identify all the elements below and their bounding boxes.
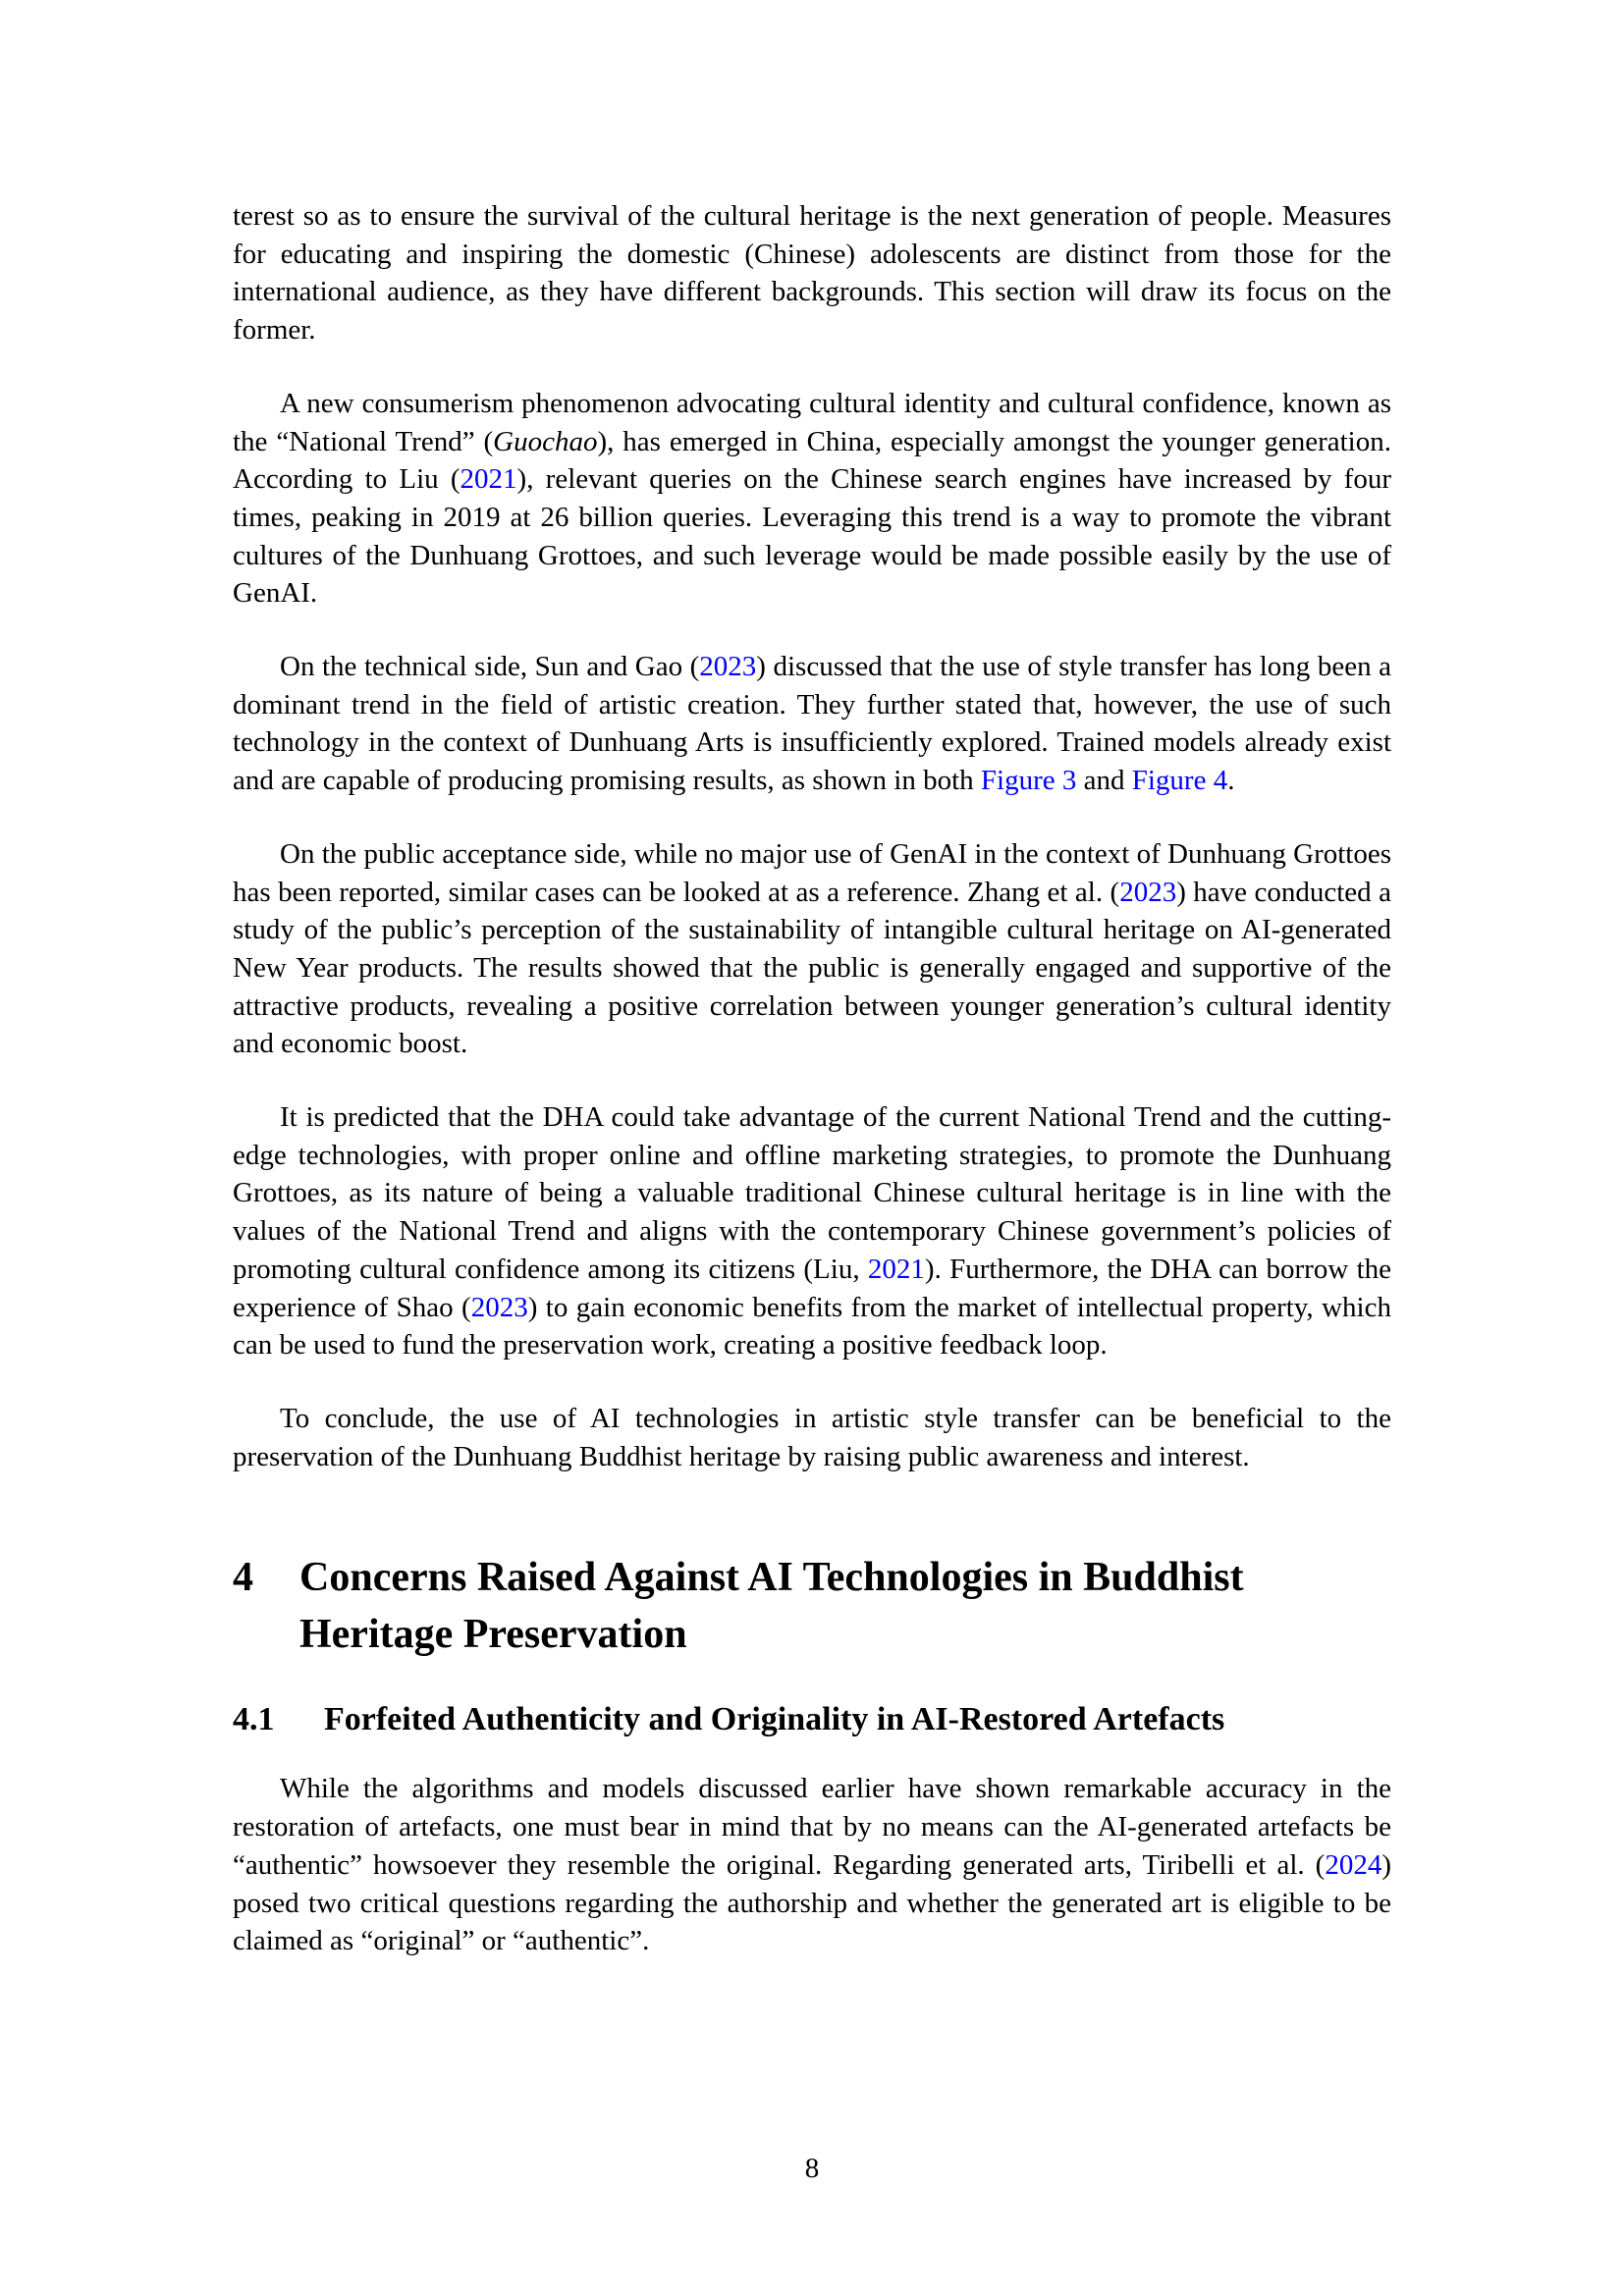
citation-link[interactable]: 2023 [699,651,757,683]
text-run: On the technical side, Sun and Gao ( [280,651,700,683]
text-run: and [1076,765,1132,797]
paragraph [233,648,1391,800]
citation-link[interactable]: 2021 [460,463,517,496]
text-run: ) have conducted a study of the public’s perception of the sustainability of intangible cultural heritage on AI-generated New Year products. The results showed that the public is generally engaged and supportive of the attractive products, revealing a positive correlation between younger generation’s cultural identity and economic boost. [233,876,1391,1060]
text-run: . [1227,765,1235,797]
paragraph [233,1400,1391,1475]
section-title: Concerns Raised Against AI Technologies in Buddhist Heritage Preservation [299,1555,1244,1658]
citation-link[interactable]: Figure 3 [980,765,1077,797]
text-run: While the algorithms and models discussed earlier have shown remarkable accuracy in the restoration of artefacts, one must bear in mind that by no means can the AI-generated artefacts be “authentic” howsoever they resemble the original. Regarding generated arts, Tiribelli et al. ( [233,1773,1391,1881]
text-run: ) posed two critical questions regarding the authorship and whether the generated art is eligible to be claimed as “original” or “authentic”. [233,1848,1391,1957]
citation-link[interactable]: 2023 [470,1291,528,1323]
text-run: ), has emerged in China, especially amongst the younger generation. According to Liu ( [233,425,1391,496]
text-run: ), relevant queries on the Chinese search engines have increased by four times, peaking in 2019 at 26 billion queries. Leveraging this trend is a way to promote the vibrant cultures of the Dunhuang Grottoes, and such leverage would be made possible easily by the use of GenAI. [233,463,1391,610]
text-run: ) to gain economic benefits from the market of intellectual property, which can be used to fund the preservation work, creating a positive feedback loop. [233,1291,1391,1362]
text-run: It is predicted that the DHA could take advantage of the current National Trend and the cutting-edge technologies, with proper online and offline marketing strategies, to promote the Dunhuang Grottoes, as its nature of being a valuable traditional Chinese cultural heritage is in line with the values of the National Trend and aligns with the contemporary Chinese government’s policies of promoting cultural confidence among its citizens (Liu, [233,1101,1391,1285]
section3-paragraph-group [233,197,1391,1511]
paragraph [233,1770,1391,1960]
section-number: 4 [233,1555,253,1601]
text-run: To conclude, the use of AI technologies in artistic style transfer can be beneficial to the preservation of the Dunhuang Buddhist heritage by raising public awareness and interest. [233,1402,1391,1472]
subsection-heading [233,1698,1391,1741]
paragraph [233,835,1391,1063]
page-number: 8 [804,2153,820,2184]
subsection-title: Forfeited Authenticity and Originality in AI-Restored Artefacts [324,1701,1225,1738]
text-run: terest so as to ensure the survival of the cultural heritage is the next generation of people. Measures for educating and inspiring the domestic (Chinese) adolescents are distinct from those for the international audience, as they have different backgrounds. This section will draw its focus on the former. [233,200,1391,347]
citation-link[interactable]: 2024 [1325,1848,1382,1881]
citation-link[interactable]: Figure 4 [1131,765,1228,797]
paragraph [233,385,1391,613]
paragraph [233,1098,1391,1364]
paragraph [233,197,1391,349]
citation-link[interactable]: 2021 [867,1253,925,1285]
subsection-number: 4.1 [233,1701,275,1738]
page-body [233,197,1391,1996]
text-run: ) discussed that the use of style transfer has long been a dominant trend in the field of artistic creation. They further stated that, however, the use of such technology in the context of Dunhuang Arts is insufficiently explored. Trained models already exist and are capable of producing promising results, as shown in both [233,651,1392,797]
citation-link[interactable]: 2023 [1119,876,1177,908]
section-heading [233,1549,1391,1663]
italic-text: Guochao [493,425,598,457]
text-run: On the public acceptance side, while no major use of GenAI in the context of Dunhuang Grottoes has been reported, similar cases can be looked at as a reference. Zhang et al. ( [233,837,1391,908]
text-run: A new consumerism phenomenon advocating cultural identity and cultural confidence, known as the “National Trend” ( [233,387,1391,457]
text-run: ). Furthermore, the DHA can borrow the experience of Shao ( [233,1253,1392,1323]
section41-paragraph-group [233,1770,1391,1996]
